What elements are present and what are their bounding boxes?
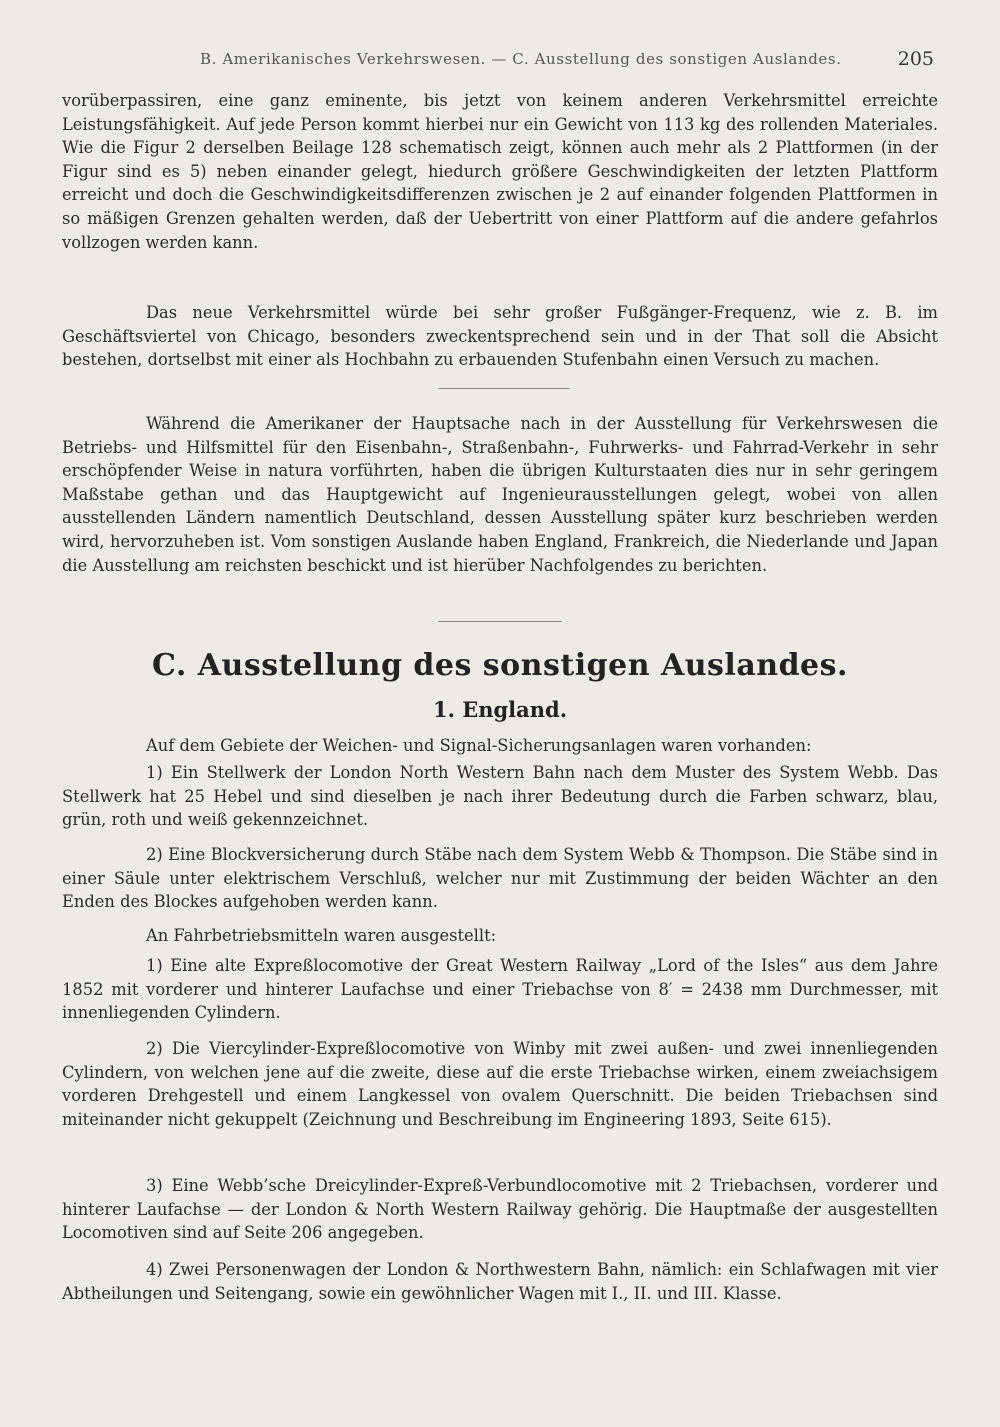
divider-rule <box>438 621 562 622</box>
paragraph-fahrbetriebsmittel-intro: An Fahrbetriebsmitteln waren ausgestellt: <box>146 926 497 945</box>
list-item-lord-of-the-isles: 1) Eine alte Expreßlocomotive der Great Western Railway „Lord of the Isles“ aus dem Jahre 1852 mit vorderer und hinterer Laufachse und einer Triebachse von 8′ = 2438 mm Durchmesser, mit innenliegenden Cylindern. <box>62 956 938 1023</box>
list-item-winby-locomotive: 2) Die Viercylinder-Expreßlocomotive von Winby mit zwei außen- und zwei innenliegenden Cylindern, von welchen jene auf die zweite, diese auf die erste Triebachse wirken, einem zweiachsigem vorderen Drehgestell und einem Langkessel von ovalem Querschnitt. Die beiden Triebachsen sind miteinander nicht gekuppelt (Zeichnung und Beschreibung im Engineering 1893, Seite 615). <box>62 1039 938 1129</box>
section-heading: C. Ausstellung des sonstigen Auslandes. <box>152 648 848 683</box>
running-head: B. Amerikanisches Verkehrswesen. — C. Ausstellung des sonstigen Auslandes. <box>200 50 842 68</box>
paragraph-chicago: Das neue Verkehrsmittel würde bei sehr großer Fußgänger-Frequenz, wie z. B. im Geschäftsviertel von Chicago, besonders zweckentsprechend sein und in der That soll die Absicht bestehen, dortselbst mit einer als Hochbahn zu erbauenden Stufenbahn einen Versuch zu machen. <box>62 303 938 370</box>
paragraph-overview: Während die Amerikaner der Hauptsache nach in der Ausstellung für Verkehrswesen die Betriebs- und Hilfsmittel für den Eisenbahn-, Straßenbahn-, Fuhrwerks- und Fahrrad-Verkehr in sehr erschöpfender Weise in natura vorführten, haben die übrigen Kulturstaaten dies nur in sehr geringem Maßstabe gethan und das Hauptgewicht auf Ingenieurausstellungen gelegt, wobei von allen ausstellenden Ländern namentlich Deutschland, dessen Ausstellung später kurz beschrieben werden wird, hervorzuheben ist. Vom sonstigen Auslande haben England, Frankreich, die Niederlande und Japan die Ausstellung am reichsten beschickt und ist hierüber Nachfolgendes zu berichten. <box>62 414 938 575</box>
paragraph-signal-intro: Auf dem Gebiete der Weichen- und Signal-Sicherungsanlagen waren vorhanden: <box>146 736 812 755</box>
section-subheading: 1. England. <box>432 697 568 722</box>
list-item-webb-locomotive: 3) Eine Webb’sche Dreicylinder-Expreß-Verbundlocomotive mit 2 Triebachsen, vorderer und hinterer Laufachse — der London & North Western Railway gehörig. Die Hauptmaße der ausgestellten Locomotiven sind auf Seite 206 angegeben. <box>62 1176 938 1243</box>
list-item-blockversicherung: 2) Eine Blockversicherung durch Stäbe nach dem System Webb & Thompson. Die Stäbe sind in einer Säule unter elektrischem Verschluß, welcher nur mit Zustimmung der beiden Wächter an den Enden des Blockes aufgehoben werden kann. <box>62 845 938 912</box>
page-number: 205 <box>897 48 934 70</box>
list-item-personenwagen: 4) Zwei Personenwagen der London & Northwestern Bahn, nämlich: ein Schlafwagen mit vier Abtheilungen und Seitengang, sowie ein gewöhnlicher Wagen mit I., II. und III. Klasse. <box>62 1260 938 1303</box>
list-item-stellwerk: 1) Ein Stellwerk der London North Western Bahn nach dem Muster des System Webb. Das Stellwerk hat 25 Hebel und sind dieselben je nach ihrer Bedeutung durch die Farben schwarz, blau, grün, roth und weiß gekennzeichnet. <box>62 763 938 830</box>
paragraph-continuation: vorüberpassiren, eine ganz eminente, bis jetzt von keinem anderen Verkehrsmittel erreichte Leistungsfähigkeit. Auf jede Person kommt hierbei nur ein Gewicht von 113 kg des rollenden Materiales. Wie die Figur 2 derselben Beilage 128 schematisch zeigt, können auch mehr als 2 Plattformen (in der Figur sind es 5) neben einander gelegt, hiedurch größere Geschwindigkeiten der letzten Plattform erreicht und doch die Geschwindigkeitsdifferenzen zwischen je 2 auf einander folgenden Plattformen in so mäßigen Grenzen gehalten werden, daß der Uebertritt von einer Plattform auf die andere gefahrlos vollzogen werden kann. <box>62 91 938 252</box>
divider-rule <box>438 388 570 389</box>
